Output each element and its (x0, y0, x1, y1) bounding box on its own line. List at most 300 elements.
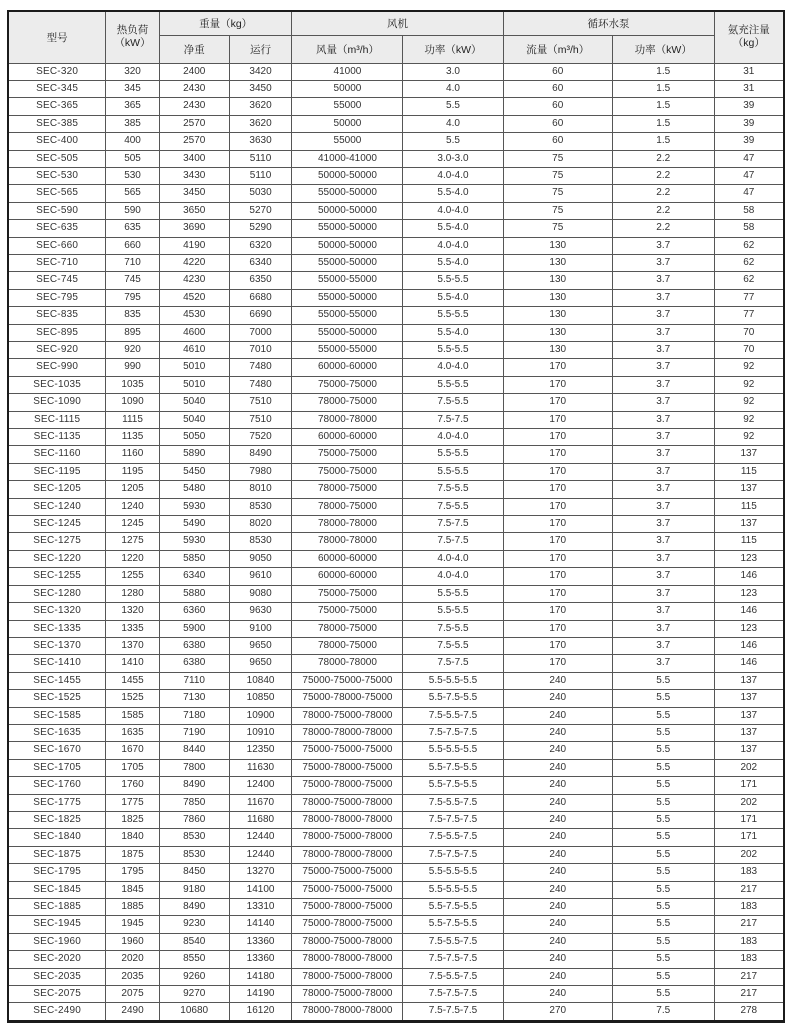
cell-model: SEC-795 (8, 289, 106, 306)
cell-running-weight: 6680 (229, 289, 292, 306)
cell-air-volume: 78000-75000 (292, 637, 403, 654)
cell-pump-power: 3.7 (612, 655, 714, 672)
cell-air-volume: 55000-55000 (292, 307, 403, 324)
cell-net-weight: 5050 (159, 429, 229, 446)
cell-air-volume: 78000-75000-78000 (292, 707, 403, 724)
cell-fan-power: 5.5-5.5 (403, 463, 503, 480)
cell-air-volume: 75000-75000-75000 (292, 742, 403, 759)
cell-net-weight: 8550 (159, 951, 229, 968)
cell-ammonia-charge: 202 (714, 846, 784, 863)
cell-net-weight: 8530 (159, 846, 229, 863)
cell-net-weight: 5480 (159, 481, 229, 498)
cell-pump-power: 3.7 (612, 533, 714, 550)
table-row (8, 846, 784, 863)
table-row (8, 254, 784, 271)
cell-fan-power: 7.5-7.5 (403, 516, 503, 533)
cell-heat-load-kw: 895 (106, 324, 160, 341)
cell-ammonia-charge: 70 (714, 324, 784, 341)
table-row (8, 289, 784, 306)
table-row (8, 481, 784, 498)
cell-water-flow: 240 (503, 811, 612, 828)
cell-net-weight: 6380 (159, 637, 229, 654)
cell-running-weight: 14100 (229, 881, 292, 898)
cell-net-weight: 8540 (159, 933, 229, 950)
cell-ammonia-charge: 137 (714, 481, 784, 498)
cell-ammonia-charge: 92 (714, 376, 784, 393)
cell-air-volume: 78000-75000-78000 (292, 986, 403, 1003)
cell-fan-power: 5.5-7.5-5.5 (403, 759, 503, 776)
cell-fan-power: 7.5-7.5-7.5 (403, 951, 503, 968)
cell-net-weight: 5010 (159, 359, 229, 376)
cell-air-volume: 75000-78000-75000 (292, 916, 403, 933)
col-header-model: 型号 (8, 11, 106, 63)
cell-ammonia-charge: 92 (714, 394, 784, 411)
cell-fan-power: 5.5-5.5-5.5 (403, 672, 503, 689)
cell-model: SEC-1670 (8, 742, 106, 759)
cell-water-flow: 60 (503, 63, 612, 80)
cell-ammonia-charge: 183 (714, 951, 784, 968)
table-row (8, 968, 784, 985)
cell-fan-power: 7.5-5.5 (403, 498, 503, 515)
cell-air-volume: 75000-75000 (292, 603, 403, 620)
cell-ammonia-charge: 39 (714, 133, 784, 150)
cell-running-weight: 5270 (229, 202, 292, 219)
cell-ammonia-charge: 115 (714, 463, 784, 480)
cell-water-flow: 240 (503, 672, 612, 689)
cell-model: SEC-1205 (8, 481, 106, 498)
cell-fan-power: 4.0-4.0 (403, 550, 503, 567)
cell-running-weight: 8530 (229, 498, 292, 515)
cell-pump-power: 3.7 (612, 376, 714, 393)
cell-heat-load-kw: 1635 (106, 724, 160, 741)
cell-ammonia-charge: 31 (714, 63, 784, 80)
cell-model: SEC-1795 (8, 864, 106, 881)
cell-ammonia-charge: 123 (714, 550, 784, 567)
cell-heat-load-kw: 1090 (106, 394, 160, 411)
cell-water-flow: 240 (503, 707, 612, 724)
cell-fan-power: 7.5-5.5-7.5 (403, 794, 503, 811)
cell-net-weight: 6340 (159, 568, 229, 585)
cell-air-volume: 78000-75000 (292, 481, 403, 498)
cell-running-weight: 9650 (229, 655, 292, 672)
cell-fan-power: 5.5-5.5-5.5 (403, 742, 503, 759)
cell-model: SEC-745 (8, 272, 106, 289)
table-row (8, 899, 784, 916)
cell-heat-load-kw: 1335 (106, 620, 160, 637)
cell-water-flow: 60 (503, 98, 612, 115)
cell-running-weight: 10850 (229, 690, 292, 707)
table-row (8, 916, 784, 933)
col-header-net-weight: 净重 (159, 35, 229, 63)
cell-water-flow: 130 (503, 307, 612, 324)
table-row (8, 637, 784, 654)
cell-running-weight: 12350 (229, 742, 292, 759)
cell-air-volume: 78000-75000 (292, 498, 403, 515)
table-row (8, 307, 784, 324)
cell-ammonia-charge: 137 (714, 690, 784, 707)
cell-model: SEC-1945 (8, 916, 106, 933)
cell-running-weight: 3620 (229, 98, 292, 115)
cell-ammonia-charge: 92 (714, 411, 784, 428)
table-row (8, 429, 784, 446)
cell-pump-power: 3.7 (612, 237, 714, 254)
cell-water-flow: 170 (503, 463, 612, 480)
table-row (8, 585, 784, 602)
cell-water-flow: 170 (503, 359, 612, 376)
cell-pump-power: 3.7 (612, 637, 714, 654)
cell-air-volume: 78000-75000 (292, 620, 403, 637)
cell-heat-load-kw: 1885 (106, 899, 160, 916)
cell-heat-load-kw: 1320 (106, 603, 160, 620)
cell-heat-load-kw: 745 (106, 272, 160, 289)
cell-fan-power: 7.5-5.5-7.5 (403, 933, 503, 950)
cell-air-volume: 41000 (292, 63, 403, 80)
cell-air-volume: 78000-78000 (292, 411, 403, 428)
cell-air-volume: 55000-50000 (292, 324, 403, 341)
cell-air-volume: 55000 (292, 133, 403, 150)
cell-fan-power: 7.5-5.5-7.5 (403, 968, 503, 985)
table-row (8, 63, 784, 80)
cell-heat-load-kw: 365 (106, 98, 160, 115)
cell-fan-power: 4.0-4.0 (403, 429, 503, 446)
cell-net-weight: 5040 (159, 394, 229, 411)
cell-net-weight: 4530 (159, 307, 229, 324)
cell-pump-power: 5.5 (612, 968, 714, 985)
cell-model: SEC-1280 (8, 585, 106, 602)
cell-pump-power: 3.7 (612, 550, 714, 567)
cell-model: SEC-1455 (8, 672, 106, 689)
cell-net-weight: 7130 (159, 690, 229, 707)
cell-ammonia-charge: 62 (714, 254, 784, 271)
cell-running-weight: 7510 (229, 394, 292, 411)
cell-fan-power: 5.5-4.0 (403, 185, 503, 202)
cell-net-weight: 5850 (159, 550, 229, 567)
cell-air-volume: 55000-50000 (292, 220, 403, 237)
cell-air-volume: 55000-50000 (292, 289, 403, 306)
cell-pump-power: 5.5 (612, 707, 714, 724)
cell-net-weight: 6360 (159, 603, 229, 620)
cell-model: SEC-530 (8, 167, 106, 184)
cell-pump-power: 1.5 (612, 133, 714, 150)
cell-fan-power: 7.5-7.5 (403, 411, 503, 428)
cell-model: SEC-1220 (8, 550, 106, 567)
cell-fan-power: 7.5-5.5 (403, 620, 503, 637)
cell-fan-power: 7.5-5.5-7.5 (403, 707, 503, 724)
cell-water-flow: 240 (503, 829, 612, 846)
cell-net-weight: 8530 (159, 829, 229, 846)
cell-water-flow: 170 (503, 655, 612, 672)
cell-pump-power: 2.2 (612, 167, 714, 184)
cell-model: SEC-1195 (8, 463, 106, 480)
cell-net-weight: 4230 (159, 272, 229, 289)
cell-running-weight: 6690 (229, 307, 292, 324)
cell-ammonia-charge: 47 (714, 167, 784, 184)
cell-pump-power: 1.5 (612, 115, 714, 132)
table-row (8, 516, 784, 533)
cell-net-weight: 7190 (159, 724, 229, 741)
cell-ammonia-charge: 137 (714, 724, 784, 741)
cell-air-volume: 75000-75000 (292, 446, 403, 463)
cell-ammonia-charge: 202 (714, 794, 784, 811)
cell-heat-load-kw: 400 (106, 133, 160, 150)
cell-air-volume: 78000-78000-78000 (292, 1003, 403, 1021)
cell-heat-load-kw: 1410 (106, 655, 160, 672)
table-row (8, 133, 784, 150)
cell-pump-power: 2.2 (612, 202, 714, 219)
cell-net-weight: 5450 (159, 463, 229, 480)
col-header-ammonia-charge (714, 11, 784, 63)
cell-pump-power: 3.7 (612, 603, 714, 620)
cell-water-flow: 240 (503, 864, 612, 881)
cell-fan-power: 7.5-5.5 (403, 637, 503, 654)
cell-running-weight: 6340 (229, 254, 292, 271)
cell-heat-load-kw: 1115 (106, 411, 160, 428)
cell-running-weight: 9630 (229, 603, 292, 620)
cell-model: SEC-365 (8, 98, 106, 115)
cell-running-weight: 11630 (229, 759, 292, 776)
cell-net-weight: 7800 (159, 759, 229, 776)
cell-running-weight: 7000 (229, 324, 292, 341)
cell-water-flow: 130 (503, 237, 612, 254)
cell-model: SEC-1705 (8, 759, 106, 776)
cell-water-flow: 240 (503, 986, 612, 1003)
cell-model: SEC-1090 (8, 394, 106, 411)
cell-model: SEC-1845 (8, 881, 106, 898)
cell-fan-power: 5.5-4.0 (403, 254, 503, 271)
cell-water-flow: 170 (503, 516, 612, 533)
cell-model: SEC-1875 (8, 846, 106, 863)
cell-running-weight: 9050 (229, 550, 292, 567)
cell-water-flow: 170 (503, 446, 612, 463)
cell-heat-load-kw: 1205 (106, 481, 160, 498)
cell-pump-power: 3.7 (612, 463, 714, 480)
cell-fan-power: 7.5-5.5 (403, 394, 503, 411)
cell-net-weight: 5490 (159, 516, 229, 533)
cell-net-weight: 3690 (159, 220, 229, 237)
cell-fan-power: 5.5-5.5 (403, 307, 503, 324)
table-row (8, 272, 784, 289)
cell-fan-power: 5.5-7.5-5.5 (403, 899, 503, 916)
cell-air-volume: 55000 (292, 98, 403, 115)
table-row (8, 550, 784, 567)
cell-water-flow: 240 (503, 951, 612, 968)
cell-pump-power: 3.7 (612, 324, 714, 341)
cell-net-weight: 10680 (159, 1003, 229, 1021)
cell-net-weight: 2430 (159, 98, 229, 115)
cell-heat-load-kw: 795 (106, 289, 160, 306)
cell-net-weight: 3430 (159, 167, 229, 184)
cell-running-weight: 13310 (229, 899, 292, 916)
cell-heat-load-kw: 1135 (106, 429, 160, 446)
cell-model: SEC-1635 (8, 724, 106, 741)
cell-heat-load-kw: 1220 (106, 550, 160, 567)
cell-water-flow: 240 (503, 777, 612, 794)
cell-pump-power: 1.5 (612, 80, 714, 97)
cell-net-weight: 8450 (159, 864, 229, 881)
cell-fan-power: 7.5-5.5-7.5 (403, 829, 503, 846)
cell-ammonia-charge: 62 (714, 237, 784, 254)
cell-running-weight: 10900 (229, 707, 292, 724)
cell-net-weight: 7860 (159, 811, 229, 828)
cell-pump-power: 3.7 (612, 359, 714, 376)
cell-air-volume: 75000-75000 (292, 463, 403, 480)
cell-running-weight: 11680 (229, 811, 292, 828)
cell-heat-load-kw: 660 (106, 237, 160, 254)
cell-air-volume: 78000-78000-78000 (292, 951, 403, 968)
cell-net-weight: 4520 (159, 289, 229, 306)
cell-net-weight: 2430 (159, 80, 229, 97)
cell-air-volume: 75000-75000-75000 (292, 672, 403, 689)
cell-water-flow: 240 (503, 881, 612, 898)
cell-fan-power: 5.5-5.5-5.5 (403, 881, 503, 898)
cell-running-weight: 5110 (229, 150, 292, 167)
cell-model: SEC-1275 (8, 533, 106, 550)
cell-model: SEC-990 (8, 359, 106, 376)
spec-table (7, 10, 785, 1023)
cell-model: SEC-320 (8, 63, 106, 80)
cell-heat-load-kw: 1280 (106, 585, 160, 602)
cell-running-weight: 7510 (229, 411, 292, 428)
cell-model: SEC-590 (8, 202, 106, 219)
cell-water-flow: 170 (503, 429, 612, 446)
table-row (8, 220, 784, 237)
cell-ammonia-charge: 217 (714, 881, 784, 898)
cell-heat-load-kw: 920 (106, 342, 160, 359)
cell-heat-load-kw: 1525 (106, 690, 160, 707)
cell-air-volume: 78000-75000-78000 (292, 829, 403, 846)
cell-water-flow: 170 (503, 550, 612, 567)
table-row (8, 672, 784, 689)
table-row (8, 394, 784, 411)
cell-water-flow: 75 (503, 185, 612, 202)
cell-air-volume: 75000-75000 (292, 376, 403, 393)
cell-ammonia-charge: 115 (714, 498, 784, 515)
cell-ammonia-charge: 115 (714, 533, 784, 550)
cell-air-volume: 75000-75000-75000 (292, 881, 403, 898)
cell-water-flow: 75 (503, 202, 612, 219)
cell-pump-power: 5.5 (612, 829, 714, 846)
cell-running-weight: 16120 (229, 1003, 292, 1021)
cell-water-flow: 170 (503, 394, 612, 411)
cell-water-flow: 170 (503, 376, 612, 393)
cell-running-weight: 12400 (229, 777, 292, 794)
cell-running-weight: 8490 (229, 446, 292, 463)
cell-fan-power: 7.5-7.5 (403, 533, 503, 550)
cell-heat-load-kw: 1245 (106, 516, 160, 533)
cell-model: SEC-1320 (8, 603, 106, 620)
cell-fan-power: 5.5-5.5 (403, 272, 503, 289)
table-row (8, 115, 784, 132)
cell-pump-power: 5.5 (612, 846, 714, 863)
table-row (8, 324, 784, 341)
cell-running-weight: 3630 (229, 133, 292, 150)
table-row (8, 359, 784, 376)
col-header-fan-power: 功率（kW） (403, 35, 503, 63)
table-row (8, 777, 784, 794)
cell-model: SEC-1960 (8, 933, 106, 950)
cell-fan-power: 4.0-4.0 (403, 568, 503, 585)
cell-pump-power: 5.5 (612, 777, 714, 794)
cell-running-weight: 6320 (229, 237, 292, 254)
cell-pump-power: 3.7 (612, 585, 714, 602)
cell-fan-power: 7.5-5.5 (403, 481, 503, 498)
table-header (8, 11, 784, 63)
cell-water-flow: 240 (503, 846, 612, 863)
col-header-heat-load (106, 11, 160, 63)
cell-pump-power: 3.7 (612, 411, 714, 428)
cell-ammonia-charge: 183 (714, 899, 784, 916)
cell-pump-power: 2.2 (612, 150, 714, 167)
cell-ammonia-charge: 123 (714, 585, 784, 602)
cell-net-weight: 5040 (159, 411, 229, 428)
cell-heat-load-kw: 1845 (106, 881, 160, 898)
table-row (8, 933, 784, 950)
cell-pump-power: 3.7 (612, 342, 714, 359)
cell-air-volume: 55000-50000 (292, 254, 403, 271)
cell-ammonia-charge: 137 (714, 707, 784, 724)
cell-air-volume: 75000-78000-75000 (292, 759, 403, 776)
cell-model: SEC-635 (8, 220, 106, 237)
cell-heat-load-kw: 1195 (106, 463, 160, 480)
cell-net-weight: 8490 (159, 899, 229, 916)
cell-heat-load-kw: 590 (106, 202, 160, 219)
col-header-running-weight: 运行 (229, 35, 292, 63)
cell-model: SEC-920 (8, 342, 106, 359)
cell-pump-power: 3.7 (612, 272, 714, 289)
cell-ammonia-charge: 217 (714, 916, 784, 933)
cell-fan-power: 4.0-4.0 (403, 237, 503, 254)
table-row (8, 794, 784, 811)
cell-running-weight: 8010 (229, 481, 292, 498)
cell-heat-load-kw: 1775 (106, 794, 160, 811)
cell-fan-power: 5.5-7.5-5.5 (403, 777, 503, 794)
col-group-weight: 重量（kg） (159, 11, 292, 35)
cell-pump-power: 5.5 (612, 933, 714, 950)
table-row (8, 620, 784, 637)
col-header-water-flow: 流量（m³/h） (503, 35, 612, 63)
cell-model: SEC-400 (8, 133, 106, 150)
cell-running-weight: 13270 (229, 864, 292, 881)
cell-heat-load-kw: 1585 (106, 707, 160, 724)
cell-running-weight: 3420 (229, 63, 292, 80)
cell-model: SEC-1135 (8, 429, 106, 446)
cell-air-volume: 50000 (292, 80, 403, 97)
cell-net-weight: 4220 (159, 254, 229, 271)
cell-net-weight: 3650 (159, 202, 229, 219)
cell-ammonia-charge: 202 (714, 759, 784, 776)
table-row (8, 342, 784, 359)
cell-running-weight: 7520 (229, 429, 292, 446)
cell-heat-load-kw: 505 (106, 150, 160, 167)
table-row (8, 951, 784, 968)
cell-net-weight: 8440 (159, 742, 229, 759)
cell-heat-load-kw: 990 (106, 359, 160, 376)
cell-fan-power: 4.0 (403, 80, 503, 97)
col-group-pump: 循环水泵 (503, 11, 714, 35)
table-row (8, 707, 784, 724)
cell-heat-load-kw: 2490 (106, 1003, 160, 1021)
cell-ammonia-charge: 137 (714, 446, 784, 463)
table-row (8, 80, 784, 97)
cell-ammonia-charge: 58 (714, 220, 784, 237)
cell-fan-power: 5.5-5.5 (403, 376, 503, 393)
cell-ammonia-charge: 92 (714, 429, 784, 446)
table-row (8, 759, 784, 776)
table-row (8, 986, 784, 1003)
cell-pump-power: 5.5 (612, 811, 714, 828)
cell-pump-power: 3.7 (612, 307, 714, 324)
cell-pump-power: 3.7 (612, 394, 714, 411)
